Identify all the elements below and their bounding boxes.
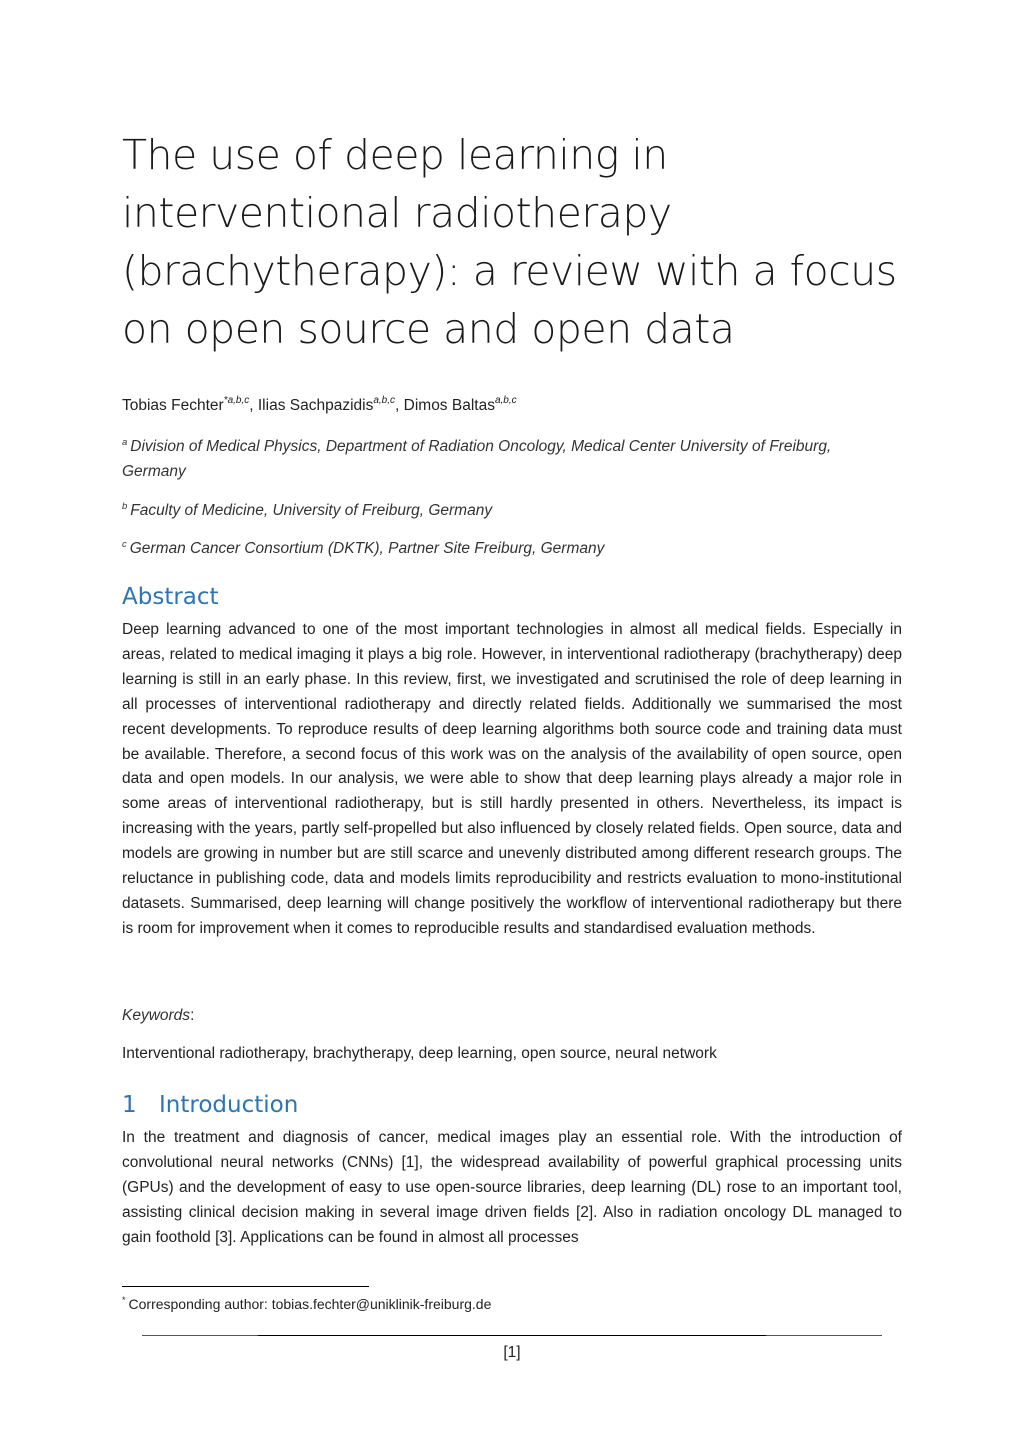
affiliation-mark: c <box>122 539 127 550</box>
footnote-text: Corresponding author: tobias.fechter@uniklinik-freiburg.de <box>128 1296 492 1312</box>
keywords-label <box>122 1007 194 1025</box>
author-name: Tobias Fechter <box>122 397 224 414</box>
affiliation-mark: b <box>122 501 128 512</box>
affiliation-text: German Cancer Consortium (DKTK), Partner Site Freiburg, Germany <box>129 540 605 557</box>
author-name: Dimos Baltas <box>403 397 495 414</box>
paper-title: The use of deep learning in interventional radiotherapy (brachytherapy): a review with a focus on open source and open data <box>122 131 897 353</box>
abstract-text: Deep learning advanced to one of the most important technologies in almost all medical fields. Especially in areas, related to medical imaging it plays a big role. However, in interventional radiotherapy (brachytherapy) deep learning is still in an early phase. In this review, first, we investigated and scrutinised the role of deep learning in all processes of interventional radiotherapy and directly related fields. Additionally we summarised the most recent developments. To reproduce results of deep learning algorithms both source code and training data must be available. Therefore, a second focus of this work was on the analysis of the availability of open source, open data and open models. In our analysis, we were able to show that deep learning plays already a major role in some areas of interventional radiotherapy, but is still hardly presented in others. Nevertheless, its impact is increasing with the years, partly self-propelled but also influenced by closely related fields. Open source, data and models are growing in number but are still scarce and unevenly distributed among different research groups. The reluctance in publishing code, data and models limits reproducibility and restricts evaluation to mono-institutional datasets. Summarised, deep learning will change positively the workflow of interventional radiotherapy but there is room for improvement when it comes to reproducible results and standardised evaluation methods. <box>122 621 902 937</box>
corresponding-author-footnote <box>122 1296 491 1312</box>
introduction-heading <box>122 1092 298 1118</box>
page-number: [1] <box>503 1344 521 1361</box>
section-number: 1 <box>122 1092 137 1118</box>
affiliation-text: Division of Medical Physics, Department of Radiation Oncology, Medical Center University of Freiburg, Germany <box>122 438 832 480</box>
footnote-mark: * <box>122 1295 126 1305</box>
author-separator: , <box>395 397 404 414</box>
affiliation-b <box>122 498 882 523</box>
introduction-text: In the treatment and diagnosis of cancer, medical images play an essential role. With the introduction of convolutional neural networks (CNNs) [1], the widespread availability of powerful graphical processing units (GPUs) and the development of easy to use open-source libraries, deep learning (DL) rose to an important tool, assisting clinical decision making in several image driven fields [2]. Also in radiation oncology DL managed to gain foothold [3]. Applications can be found in almost all processes <box>122 1129 902 1246</box>
author-affiliation-marks: a,b,c <box>494 395 517 406</box>
footnote-separator <box>122 1286 369 1287</box>
affiliation-mark: a <box>122 437 128 448</box>
author-list <box>122 397 517 415</box>
keywords-list: Interventional radiotherapy, brachytherapy, deep learning, open source, neural network <box>122 1045 717 1062</box>
affiliation-c <box>122 536 882 561</box>
section-title: Introduction <box>159 1092 299 1118</box>
author-name: Ilias Sachpazidis <box>257 397 374 414</box>
author-affiliation-marks: a,b,c <box>373 395 396 406</box>
author-separator: , <box>249 397 258 414</box>
affiliation-a <box>122 434 882 484</box>
affiliation-text: Faculty of Medicine, University of Freiburg, Germany <box>130 502 493 519</box>
keywords-label-colon: : <box>190 1007 195 1024</box>
author-affiliation-marks: *a,b,c <box>223 395 250 406</box>
abstract-heading: Abstract <box>122 584 219 610</box>
keywords-label-text: Keywords <box>122 1007 191 1024</box>
footer-divider-accent <box>258 1335 766 1336</box>
